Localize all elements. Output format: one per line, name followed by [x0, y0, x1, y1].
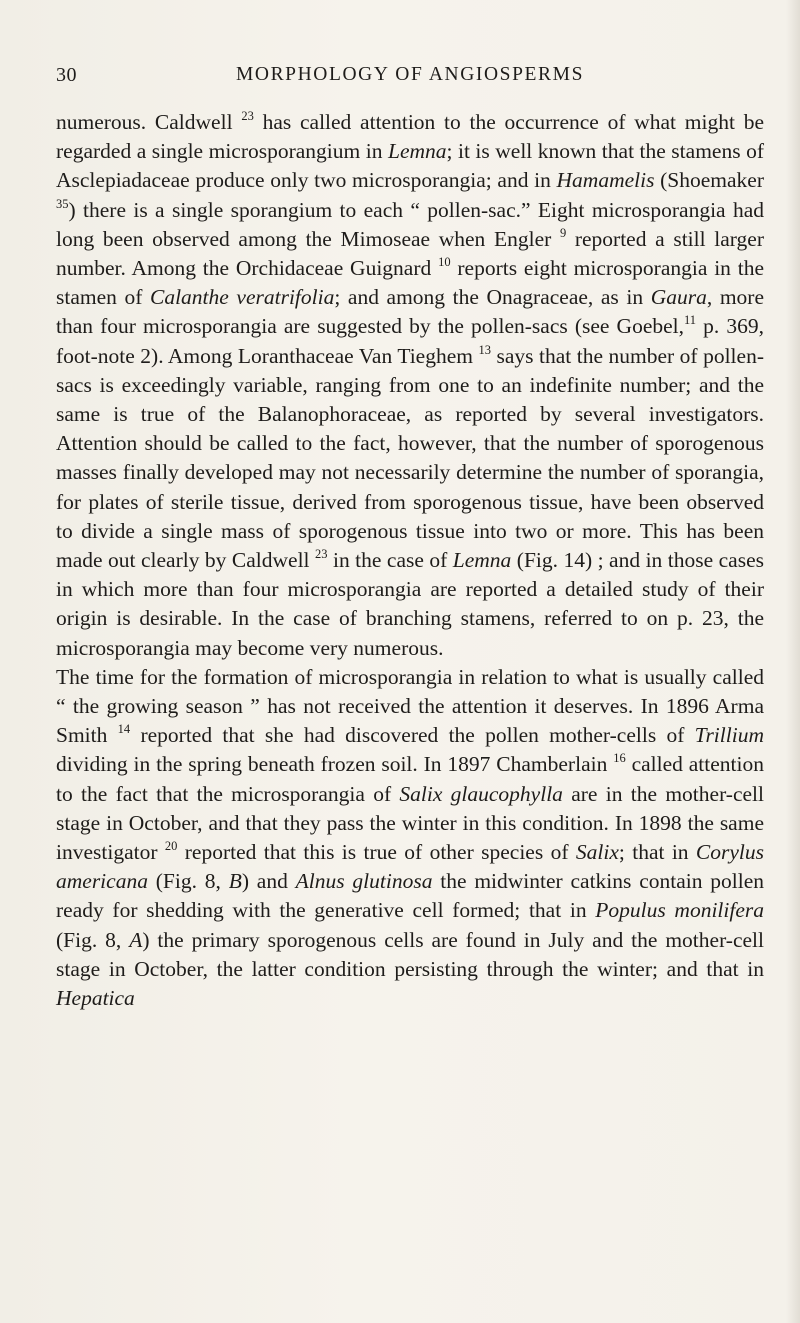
footnote-ref: 14 [117, 722, 131, 737]
text-run: (Fig. 8, [56, 927, 130, 952]
italic-term: Alnus glutinosa [295, 869, 433, 894]
italic-term: Salix [575, 840, 619, 865]
text-run: reported that she had discovered the pollen mother-cells of [130, 723, 695, 748]
text-run: ) the primary sporogenous cells are found in July and the mother-cell stage in October, the latter condition persisting through the winter; and that in [56, 927, 764, 981]
text-run: reports eight microsporangia in the stamen of [56, 256, 764, 310]
italic-term: B [228, 869, 242, 894]
italic-term: Hepatica [56, 986, 135, 1011]
text-run: has called attention to the occurrence of what might be regarded a single microsporangium in [56, 110, 765, 164]
italic-term: Salix glaucophylla [399, 781, 563, 806]
page-header [56, 64, 764, 100]
paragraph-2 [56, 663, 764, 1013]
footnote-ref: 23 [241, 109, 254, 123]
footnote-ref: 20 [164, 839, 178, 854]
text-run: ) there is a single sporangium to each “ pollen-sac.” Eight microsporangia had long been observed among the Mimoseae when Engler [56, 197, 764, 251]
body-text [56, 108, 764, 1013]
text-run: in the case of [327, 548, 453, 573]
text-run: numerous. Caldwell [56, 110, 242, 134]
text-run: ; it is well known that the stamens of Asclepiadaceae produce only two microsporangia; and in [56, 139, 764, 193]
text-run: dividing in the spring beneath frozen soil. In 1897 Chamberlain [56, 752, 614, 777]
text-run: (Shoemaker [654, 168, 764, 193]
footnote-ref: 35 [56, 196, 69, 211]
page-edge-shadow [786, 0, 800, 1323]
italic-term: Calanthe veratrifolia [149, 285, 335, 310]
running-head: MORPHOLOGY OF ANGIOSPERMS [235, 64, 585, 85]
footnote-ref: 10 [438, 255, 451, 270]
text-run: reported that this is true of other species of [177, 840, 576, 865]
italic-term: Lemna [387, 139, 447, 164]
text-run: are in the mother-cell stage in October, and that they pass the winter in this condition. In 1898 the same investigator [56, 781, 764, 865]
italic-term: Corylus americana [56, 840, 765, 894]
text-run: p. 369, foot-note 2). Among Loranthaceae Van Tieghem [56, 314, 764, 368]
text-run: the midwinter catkins contain pollen ready for shedding with the generative cell formed; that in [56, 869, 765, 923]
text-run: The time for the formation of microsporangia in relation to what is usually called “ the growing season ” has not received the attention it deserves. In 1896 Arma Smith [56, 664, 764, 748]
page-number: 30 [56, 64, 77, 86]
text-run: reported a still larger number. Among the Orchidaceae Guignard [56, 226, 765, 281]
text-run: called attention to the fact that the microsporangia of [56, 752, 764, 806]
footnote-ref: 16 [613, 751, 626, 766]
paragraph-1 [56, 108, 764, 663]
text-run: ; and among the Onagraceae, as in [334, 285, 651, 310]
footnote-ref: 9 [559, 225, 567, 240]
text-run: (Fig. 14) ; and in those cases in which more than four microsporangia are reported a detailed study of their origin is desirable. In the case of branching stamens, referred to on p. 23, the microsporangia may become very numerous. [56, 548, 764, 660]
italic-term: A [129, 927, 143, 952]
italic-term: Trillium [694, 723, 764, 748]
text-run: says that the number of pollen-sacs is exceedingly variable, ranging from one to an indefinite number; and the same is true of the Balanophoraceae, as reported by several investigators. Attention should be called to the fact, however, that the number of sporogenous masses finally developed may not necessarily determine the number of sporangia, for plates of sterile tissue, derived from sporogenous tissue, have been observed to divide a single mass of sporogenous tissue into two or more. This has been made out clearly by Caldwell [56, 343, 764, 573]
italic-term: Gaura [650, 285, 707, 310]
footnote-ref: 11 [684, 313, 697, 328]
text-run: , more than four microsporangia are suggested by the pollen-sacs (see Goebel, [56, 285, 764, 339]
italic-term: Lemna [452, 548, 512, 573]
text-run: ) and [241, 869, 296, 894]
italic-term: Hamamelis [556, 168, 655, 193]
text-run: ; that in [618, 840, 696, 865]
footnote-ref: 13 [478, 342, 491, 357]
italic-term: Populus monilifera [595, 898, 764, 923]
text-run: (Fig. 8, [147, 869, 229, 894]
footnote-ref: 23 [315, 547, 328, 562]
